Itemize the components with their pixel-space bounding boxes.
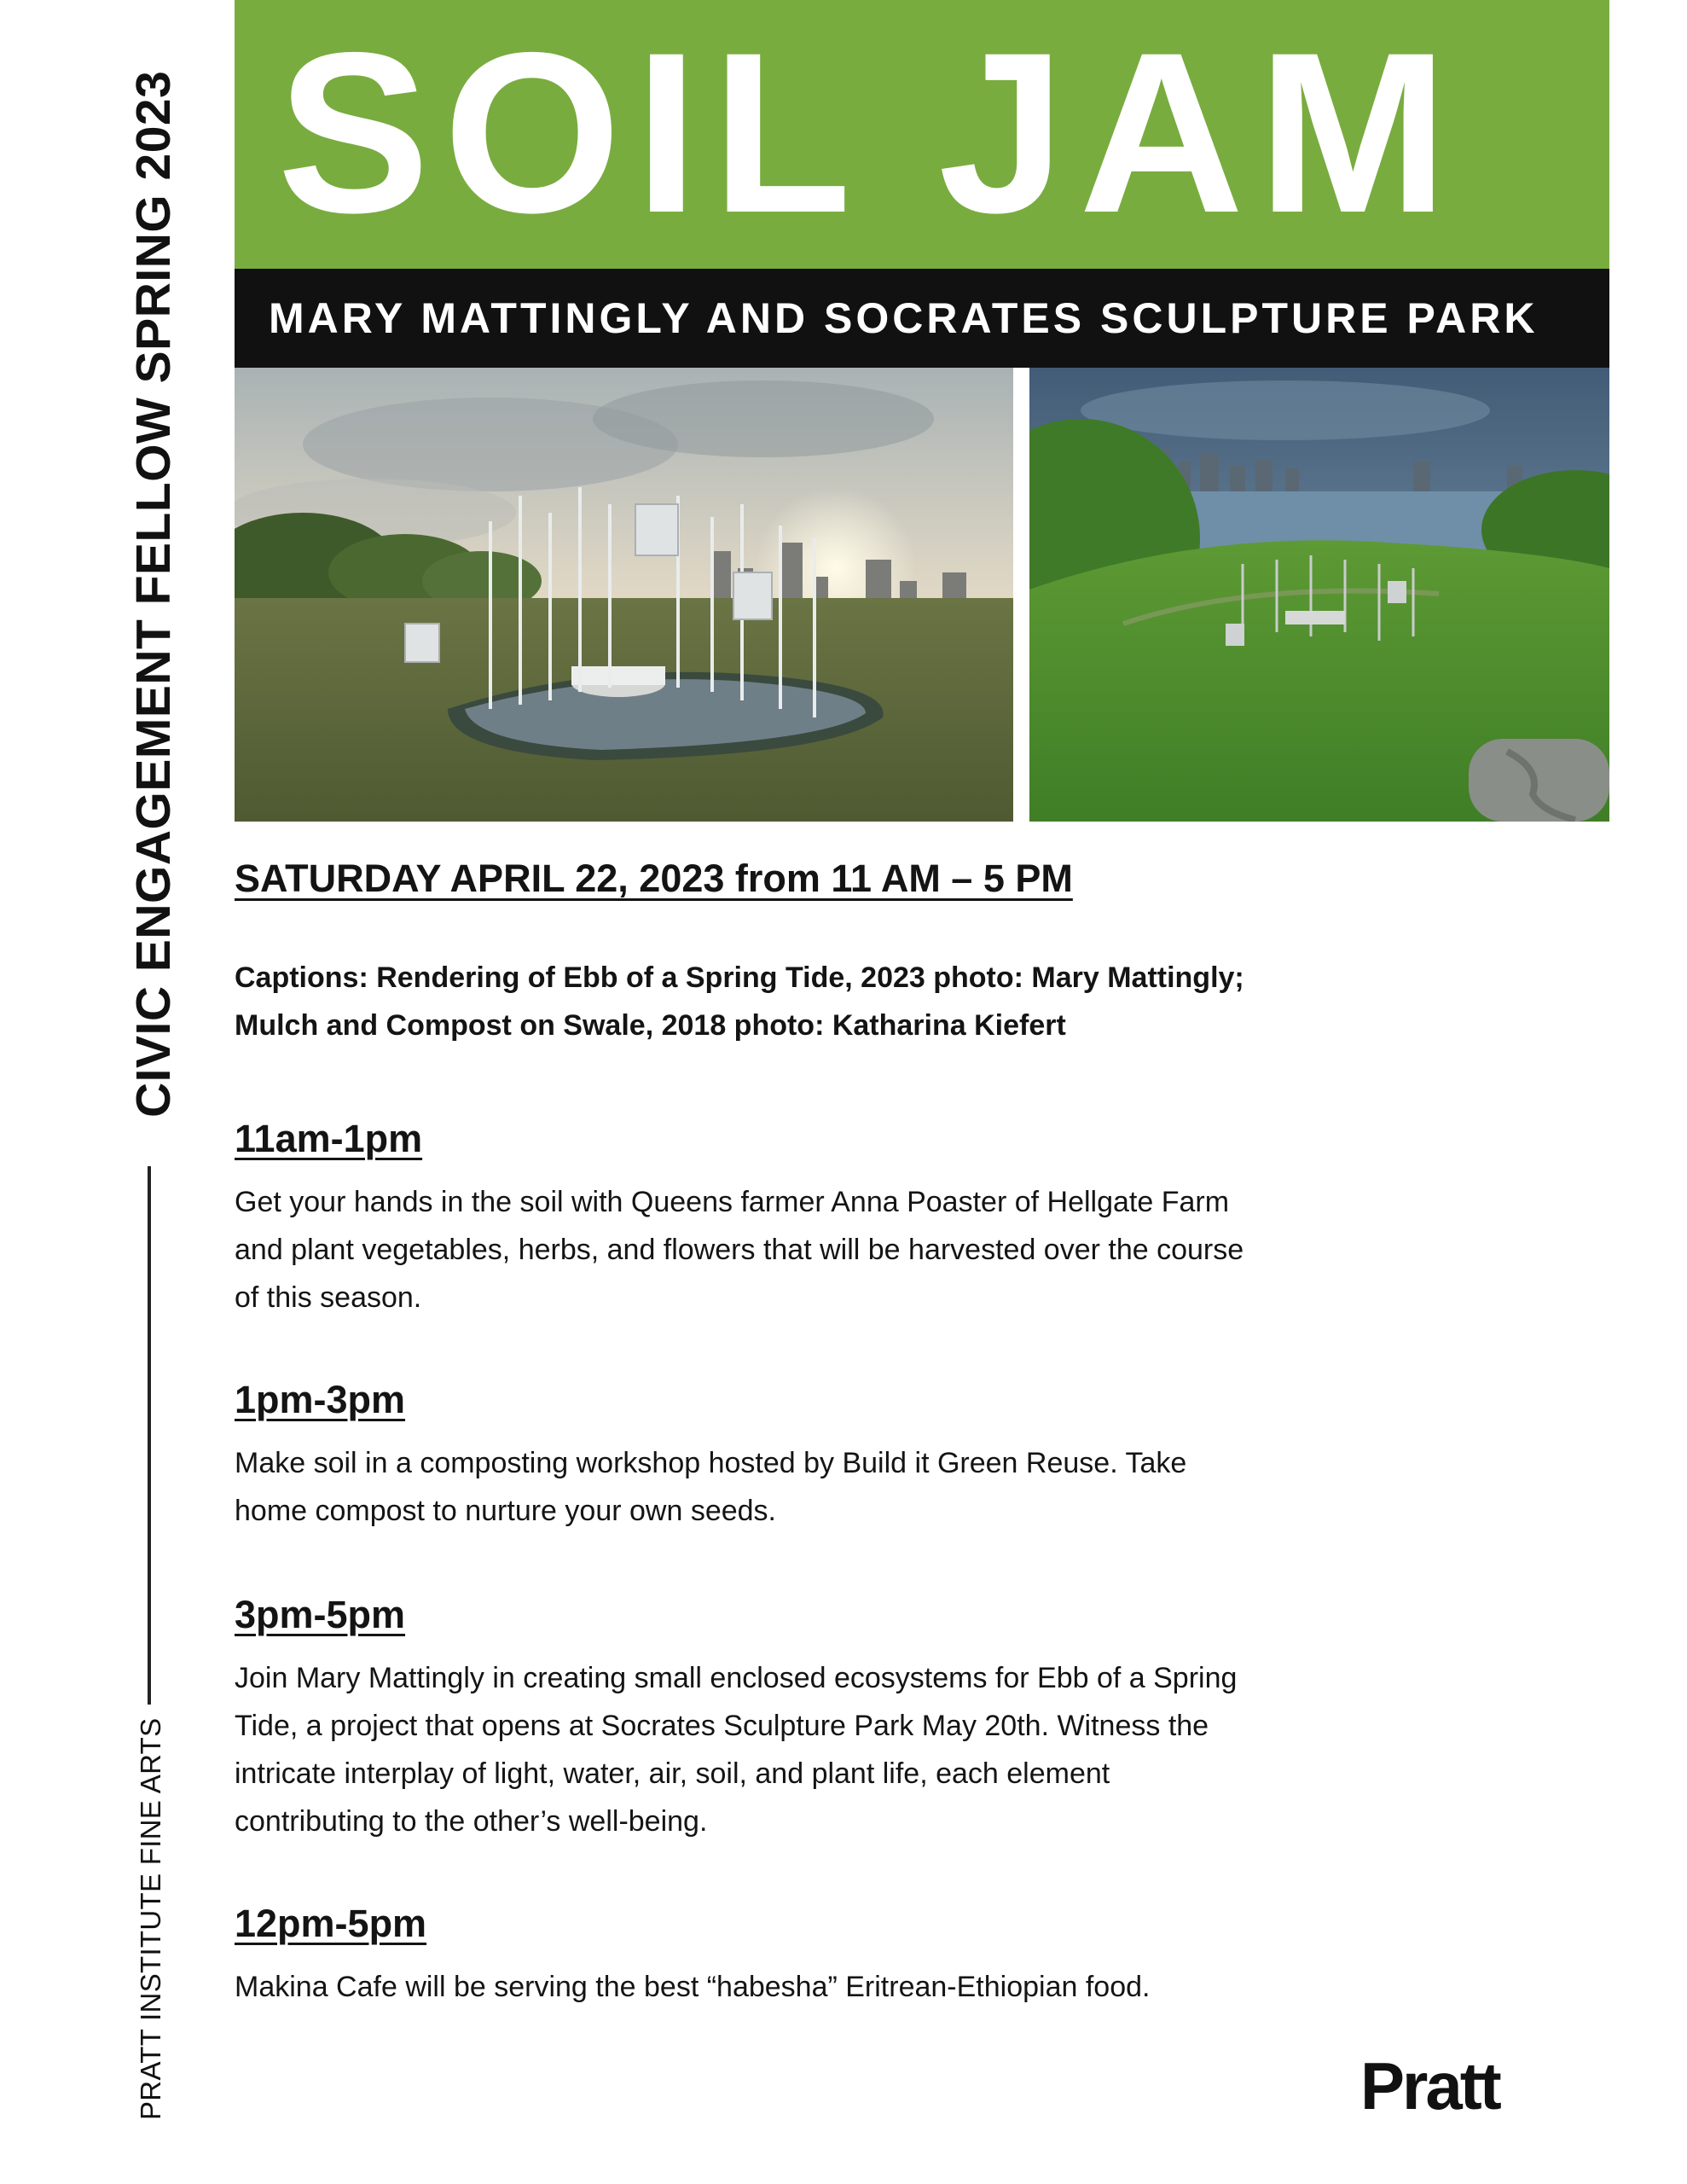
schedule-description [235,1178,1377,1321]
side-institution: PRATT INSTITUTE FINE ARTS [135,1717,166,2120]
caption-line: Mulch and Compost on Swale, 2018 photo: Katharina Kiefert [235,1009,1066,1042]
description-line: Join Mary Mattingly in creating small enclosed ecosystems for Ebb of a Spring [235,1662,1238,1694]
description-line: intricate interplay of light, water, air, soil, and plant life, each element [235,1757,1110,1790]
subtitle-bar [235,269,1609,368]
schedule-time: 11am-1pm [235,1117,423,1160]
event-date: SATURDAY APRIL 22, 2023 from 11 AM – 5 PM [235,857,1073,900]
schedule-time: 1pm-3pm [235,1378,406,1421]
schedule-time: 3pm-5pm [235,1593,406,1636]
description-line: Makina Cafe will be serving the best “habesha” Eritrean-Ethiopian food. [235,1971,1151,2003]
description-line: Make soil in a composting workshop hosted by Build it Green Reuse. Take [235,1447,1187,1479]
page-title: SOIL JAM [277,4,1462,260]
caption-line: Captions: Rendering of Ebb of a Spring Tide, 2023 photo: Mary Mattingly; [235,961,1244,994]
pratt-logo: Pratt [1360,2048,1499,2123]
description-line: of this season. [235,1281,422,1314]
description-line: Get your hands in the soil with Queens farmer Anna Poaster of Hellgate Farm [235,1186,1230,1218]
rendering-photo [235,368,1013,822]
title-banner [235,0,1609,269]
description-line: contributing to the other’s well-being. [235,1805,708,1838]
schedule-description [235,1439,1377,1535]
description-line: Tide, a project that opens at Socrates Sculpture Park May 20th. Witness the [235,1710,1209,1742]
description-line: and plant vegetables, herbs, and flowers that will be harvested over the course [235,1234,1244,1266]
description-line: home compost to nurture your own seeds. [235,1495,776,1527]
photo-captions [235,954,1412,1049]
schedule-description [235,1963,1377,2011]
page-subtitle: MARY MATTINGLY AND SOCRATES SCULPTURE PARK [269,294,1539,342]
swale-photo [1029,368,1609,822]
side-heading: CIVIC ENGAGEMENT FELLOW SPRING 2023 [126,70,181,1118]
schedule-time: 12pm-5pm [235,1902,427,1945]
schedule-description [235,1654,1377,1845]
side-divider [148,1166,151,1705]
